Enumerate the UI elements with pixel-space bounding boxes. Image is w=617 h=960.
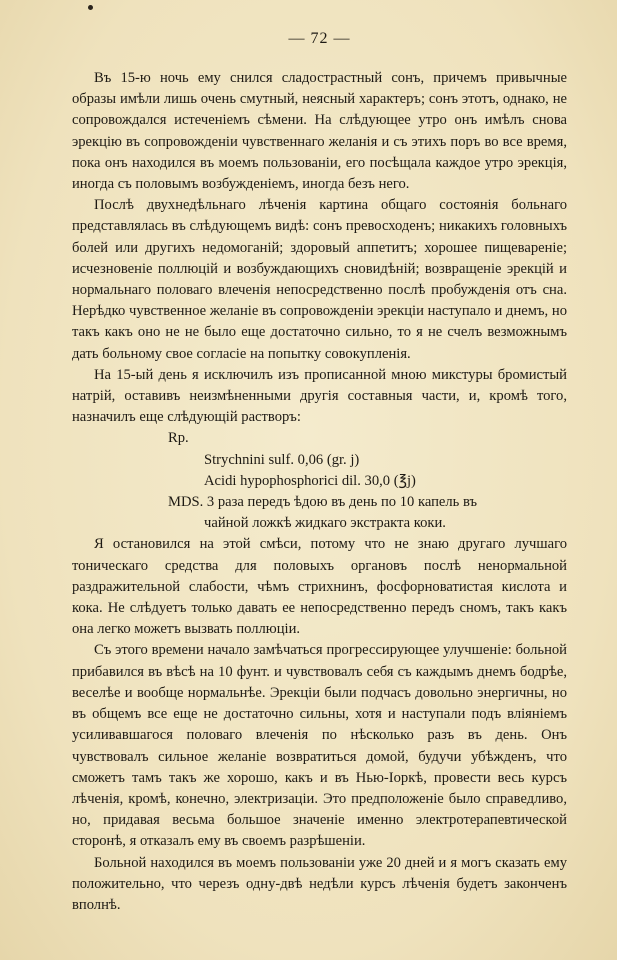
paragraph-1: Въ 15-ю ночь ему снился сладострастный сонъ, причемъ привычные образы имѣли лишь очень смутный, неясный характеръ; сонъ этотъ, однако, не сопровождался истеченіемъ сѣмени. На слѣдующее утро онъ имѣлъ снова эрекцію въ сопровожденіи чувственнаго желанія и съ этихъ поръ во все время, пока онъ находился въ моемъ пользованіи, его посѣщала каждое утро эрекція, иногда съ половымъ возбужденіемъ, иногда безъ него.: [72, 70, 567, 193]
prescription: [72, 428, 567, 534]
prescription-mds-line1: MDS. 3 раза передъ ѣдою въ день по 10 капель въ: [168, 494, 478, 511]
page-number: — 72 —: [288, 30, 351, 47]
paragraph-6: Больной находился въ моемъ пользованіи уже 20 дней и я могъ сказать ему положительно, что черезъ одну-двѣ недѣли курсъ лѣченія будетъ законченъ вполнѣ.: [72, 854, 567, 913]
prescription-instructions: [168, 492, 567, 534]
ink-speck: [88, 5, 93, 10]
paragraph-2: Послѣ двухнедѣльнаго лѣченія картина общаго состоянія больнаго представлялась въ слѣдующемъ видѣ: сонъ превосходенъ; никакихъ головныхъ болей или другихъ недомоганій; здоровый аппетитъ; хорошее пищевареніе; исчезновеніе поллюцій и возбуждающихъ сновидѣній; возвращеніе эрекцій и нормальнаго половаго влеченія непосредственно послѣ пробужденія отъ сна. Нерѣдко чувственное желаніе въ сопровожденіи эрекціи наступало и днемъ, но такъ какъ оно не не было еще достаточно сильно, то я не счелъ везможнымъ дать больному свое согласіе на попытку совокупленія.: [72, 197, 567, 362]
paragraph-5: Съ этого времени начало замѣчаться прогрессирующее улучшеніе: больной прибавился въ вѣсѣ на 10 фунт. и чувствовалъ себя съ каждымъ днемъ бодрѣе, веселѣе и вообще нормальнѣе. Эрекціи были подчасъ довольно энергичны, но въ общемъ все еще не достаточно сильны, хотя и наступали подъ вліяніемъ усиливавшагося половаго влеченія по нѣсколько разъ въ день. Онъ чувствовалъ сильное желаніе возвратиться домой, будучи убѣжденъ, что сможетъ тамъ такъ же хорошо, какъ и въ Нью-Іоркѣ, провести весь курсъ лѣченія, кромѣ, конечно, электризаціи. Это предположеніе было справедливо, но, придавая весьма большое значеніе именно электротерапевтической сторонѣ, я отказалъ ему въ своемъ разрѣшеніи.: [72, 642, 567, 850]
paragraph-3: На 15-ый день я исключилъ изъ прописанной мною микстуры бромистый натрій, оставивъ неизмѣненными другія составныя части, и, кромѣ того, назначилъ еще слѣдующій растворъ:: [72, 366, 567, 426]
prescription-line-hypophosphoric: Acidi hypophosphorici dil. 30,0 (℥j): [204, 472, 416, 489]
prescription-rp: Rp.: [168, 430, 189, 447]
prescription-line-strychnine: Strychnini sulf. 0,06 (gr. j): [204, 451, 360, 468]
prescription-mds-line2: чайной ложкѣ жидкаго экстракта коки.: [204, 515, 446, 532]
paragraph-4: Я остановился на этой смѣси, потому что не знаю другаго лучшаго тоническаго средства для половыхъ органовъ послѣ ненормальной раздражительной слабости, чѣмъ стрихнинъ, фосфорноватистая кислота и кока. Не слѣдуетъ только давать ее непосредственно передъ сномъ, такъ какъ она легко можетъ вызвать поллюціи.: [72, 536, 567, 638]
